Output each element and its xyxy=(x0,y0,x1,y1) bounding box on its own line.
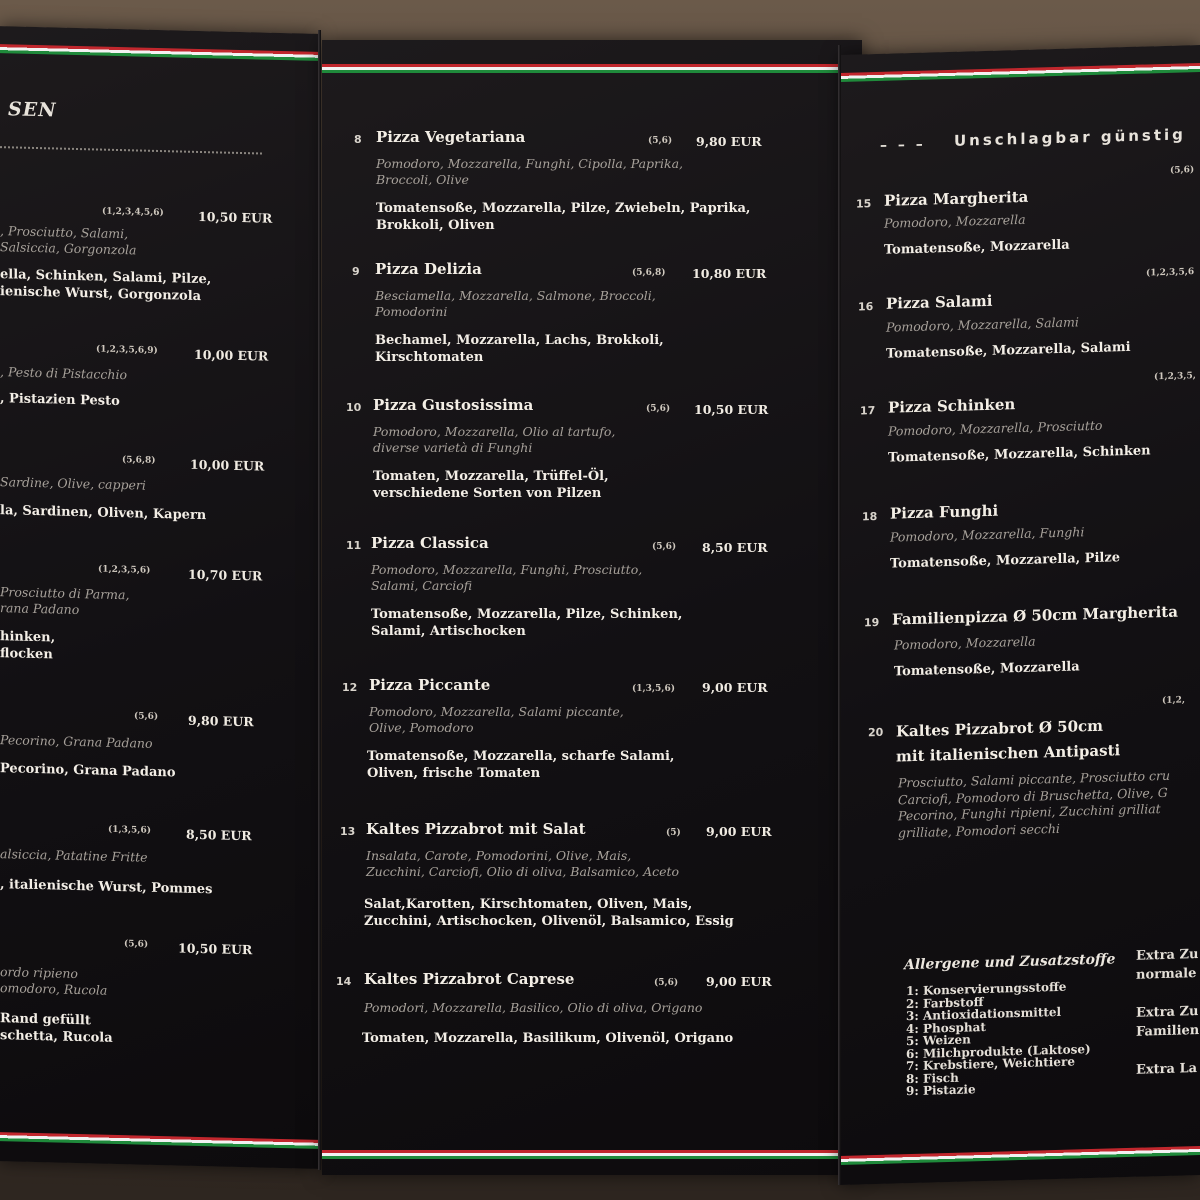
item-price: 8,50 EUR xyxy=(702,540,768,555)
item-italian-description: Pomodoro, Mozzarella, Funghi xyxy=(890,524,1085,545)
item-name: Pizza Classica xyxy=(371,534,489,552)
item-name: Pizza Vegetariana xyxy=(376,128,526,146)
item-german-description: , italienische Wurst, Pommes xyxy=(0,877,213,898)
item-italian-description: Pomodoro, Mozzarella xyxy=(884,211,1026,231)
item-german-description: la, Sardinen, Oliven, Kapern xyxy=(0,503,207,524)
item-number: 12 xyxy=(342,681,358,694)
item-number: 10 xyxy=(346,401,362,414)
item-allergens: (5,6) xyxy=(124,939,149,950)
item-allergens: (5,6) xyxy=(648,136,673,146)
item-number: 20 xyxy=(868,725,884,740)
item-german-description: Tomatensoße, Mozzarella xyxy=(894,659,1080,680)
fold-crease-left xyxy=(318,30,321,1170)
item-allergens: (5,6) xyxy=(134,711,159,722)
item-allergens: (5,6,8) xyxy=(122,455,156,466)
italian-flag-stripe-bottom xyxy=(322,1150,862,1159)
extras-list: Extra Zu normale Extra Zu Familien Extra La xyxy=(1136,947,1200,1078)
item-italian-description: Pomodoro, Mozzarella, Salami xyxy=(886,314,1079,335)
italian-flag-stripe-top xyxy=(322,64,862,73)
item-german-description: Tomatensoße, Mozzarella, Schinken xyxy=(888,443,1151,466)
item-number: 18 xyxy=(862,509,878,524)
item-italian-description: Sardine, Olive, capperi xyxy=(0,474,146,493)
item-price: 10,50 EUR xyxy=(198,208,273,226)
item-number: 16 xyxy=(858,300,874,314)
italian-flag-stripe-bottom xyxy=(0,1132,318,1149)
item-price: 9,00 EUR xyxy=(702,680,768,695)
item-german-description: Tomatensoße, Mozzarella, Pilze, Schinken, Salami, Artischocken xyxy=(371,607,683,639)
item-german-description: Bechamel, Mozzarella, Lachs, Brokkoli, Kirschtomaten xyxy=(375,333,664,365)
menu-panel-left xyxy=(0,26,318,1169)
item-price: 10,00 EUR xyxy=(194,346,269,364)
item-german-description: Tomaten, Mozzarella, Trüffel-Öl, verschiedene Sorten von Pilzen xyxy=(373,469,609,501)
item-allergens: (1,2, xyxy=(1162,695,1186,707)
allergen-legend-list: 1: Konservierungsstoffe 2: Farbstoff 3: Antioxidationsmittel 4: Phosphat 5: Weizen 6: Milchprodukte (Laktose) 7: Krebstiere, Weichtiere 8: Fisch 9: Pistazie xyxy=(906,979,1091,1099)
item-number: 17 xyxy=(860,404,876,418)
item-number: 8 xyxy=(354,133,362,146)
item-german-description: Pecorino, Grana Padano xyxy=(0,761,176,781)
item-name: Pizza Funghi xyxy=(890,501,999,523)
item-german-description: Tomatensoße, Mozzarella, Pilze xyxy=(890,550,1120,572)
item-italian-description: Pomodoro, Mozzarella, Salami piccante, Olive, Pomodoro xyxy=(369,704,624,735)
item-name: Pizza Salami xyxy=(886,291,993,313)
item-price: 8,50 EUR xyxy=(186,826,252,844)
item-name: Pizza Margherita xyxy=(884,187,1029,210)
italian-flag-stripe-top xyxy=(0,44,318,61)
item-allergens: (5) xyxy=(666,828,681,838)
item-italian-description: Prosciutto di Parma, rana Padano xyxy=(0,584,130,618)
item-german-description: Tomatensoße, Mozzarella, scharfe Salami, Oliven, frische Tomaten xyxy=(367,749,675,781)
item-number: 19 xyxy=(864,615,880,630)
item-name: Kaltes Pizzabrot Ø 50cm mit italienischen Antipasti xyxy=(896,716,1121,766)
item-allergens: (5,6) xyxy=(652,542,677,552)
item-italian-description: , Pesto di Pistacchio xyxy=(0,364,127,383)
item-italian-description: Pomodoro, Mozzarella, Funghi, Prosciutto, Salami, Carciofi xyxy=(371,562,643,593)
item-german-description: ella, Schinken, Salami, Pilze, ienische Wurst, Gorgonzola xyxy=(0,267,212,305)
item-italian-description: Prosciutto, Salami piccante, Prosciutto cru Carciofi, Pomodoro di Bruschetta, Olive, G Pecorino, Funghi ripieni, Zucchini grilliat grilliate, Pomodori secchi xyxy=(898,767,1171,840)
section-heading: SEN xyxy=(8,98,57,122)
item-price: 9,00 EUR xyxy=(706,974,772,989)
item-allergens: (5,6) xyxy=(1170,165,1195,176)
dotted-divider xyxy=(0,146,262,154)
item-price: 10,50 EUR xyxy=(694,402,769,417)
item-italian-description: Pomodoro, Mozzarella xyxy=(894,633,1036,653)
italian-flag-stripe-bottom xyxy=(840,1146,1200,1165)
item-name: Pizza Delizia xyxy=(375,260,482,278)
item-number: 13 xyxy=(340,825,356,838)
section-heading-dashes: – – – xyxy=(880,136,926,154)
item-name: Kaltes Pizzabrot Caprese xyxy=(364,970,575,988)
item-italian-description: , Prosciutto, Salami, Salsiccia, Gorgonzola xyxy=(0,223,137,258)
item-italian-description: Pomodoro, Mozzarella, Olio al tartufo, diverse varietà di Funghi xyxy=(373,424,616,455)
menu-panel-right xyxy=(840,45,1200,1185)
allergen-legend-title: Allergene und Zusatzstoffe xyxy=(904,951,1116,974)
item-allergens: (1,2,3,5,6,9) xyxy=(96,344,158,356)
item-allergens: (5,6) xyxy=(654,978,679,988)
item-italian-description: alsiccia, Patatine Fritte xyxy=(0,846,148,865)
item-name: Familienpizza Ø 50cm Margherita xyxy=(892,602,1178,629)
item-number: 9 xyxy=(352,265,360,278)
italian-flag-stripe-top xyxy=(840,63,1200,82)
item-italian-description: Pomodori, Mozzarella, Basilico, Olio di oliva, Origano xyxy=(364,1000,703,1015)
item-german-description: Tomatensoße, Mozzarella, Salami xyxy=(886,339,1131,362)
item-german-description: Tomatensoße, Mozzarella, Pilze, Zwiebeln, Paprika, Brokkoli, Oliven xyxy=(376,201,751,233)
item-allergens: (1,2,3,5,6) xyxy=(98,564,151,576)
item-price: 10,50 EUR xyxy=(178,940,253,958)
item-italian-description: ordo ripieno omodoro, Rucola xyxy=(0,964,108,998)
item-italian-description: Besciamella, Mozzarella, Salmone, Broccoli, Pomodorini xyxy=(375,288,656,319)
item-number: 14 xyxy=(336,975,352,988)
fold-crease-right xyxy=(838,45,841,1185)
menu-panel-middle xyxy=(322,40,862,1175)
item-german-description: , Pistazien Pesto xyxy=(0,391,120,410)
item-allergens: (1,2,3,4,5,6) xyxy=(102,206,164,219)
item-german-description: Tomatensoße, Mozzarella xyxy=(884,237,1070,258)
item-allergens: (1,3,5,6) xyxy=(108,824,151,836)
item-allergens: (1,2,3,5, xyxy=(1154,371,1196,383)
item-german-description: Rand gefüllt schetta, Rucola xyxy=(0,1011,113,1046)
item-allergens: (1,2,3,5,6 xyxy=(1146,267,1195,279)
item-allergens: (5,6) xyxy=(646,404,671,414)
item-allergens: (5,6,8) xyxy=(632,268,666,278)
item-name: Pizza Gustosissima xyxy=(373,396,534,414)
item-allergens: (1,3,5,6) xyxy=(632,684,675,694)
item-name: Pizza Schinken xyxy=(888,395,1016,417)
item-price: 9,80 EUR xyxy=(188,712,254,730)
item-price: 10,70 EUR xyxy=(188,566,263,584)
item-italian-description: Pomodoro, Mozzarella, Funghi, Cipolla, Paprika, Broccoli, Olive xyxy=(376,156,684,187)
item-name: Pizza Piccante xyxy=(369,676,491,694)
item-price: 10,00 EUR xyxy=(190,456,265,474)
item-number: 11 xyxy=(346,539,362,552)
item-price: 10,80 EUR xyxy=(692,266,767,281)
item-italian-description: Pecorino, Grana Padano xyxy=(0,732,153,751)
item-german-description: Tomaten, Mozzarella, Basilikum, Olivenöl, Origano xyxy=(362,1031,734,1046)
section-heading: Unschlagbar günstig xyxy=(954,125,1186,150)
item-german-description: hinken, flocken xyxy=(0,629,56,663)
item-italian-description: Pomodoro, Mozzarella, Prosciutto xyxy=(888,417,1103,439)
item-german-description: Salat,Karotten, Kirschtomaten, Oliven, Mais, Zucchini, Artischocken, Olivenöl, Balsamico, Essig xyxy=(364,897,734,929)
item-italian-description: Insalata, Carote, Pomodorini, Olive, Mais, Zucchini, Carciofi, Olio di oliva, Balsamico, Aceto xyxy=(366,848,680,879)
item-price: 9,00 EUR xyxy=(706,824,772,839)
item-number: 15 xyxy=(856,197,872,211)
item-name: Kaltes Pizzabrot mit Salat xyxy=(366,820,586,838)
item-price: 9,80 EUR xyxy=(696,134,762,149)
